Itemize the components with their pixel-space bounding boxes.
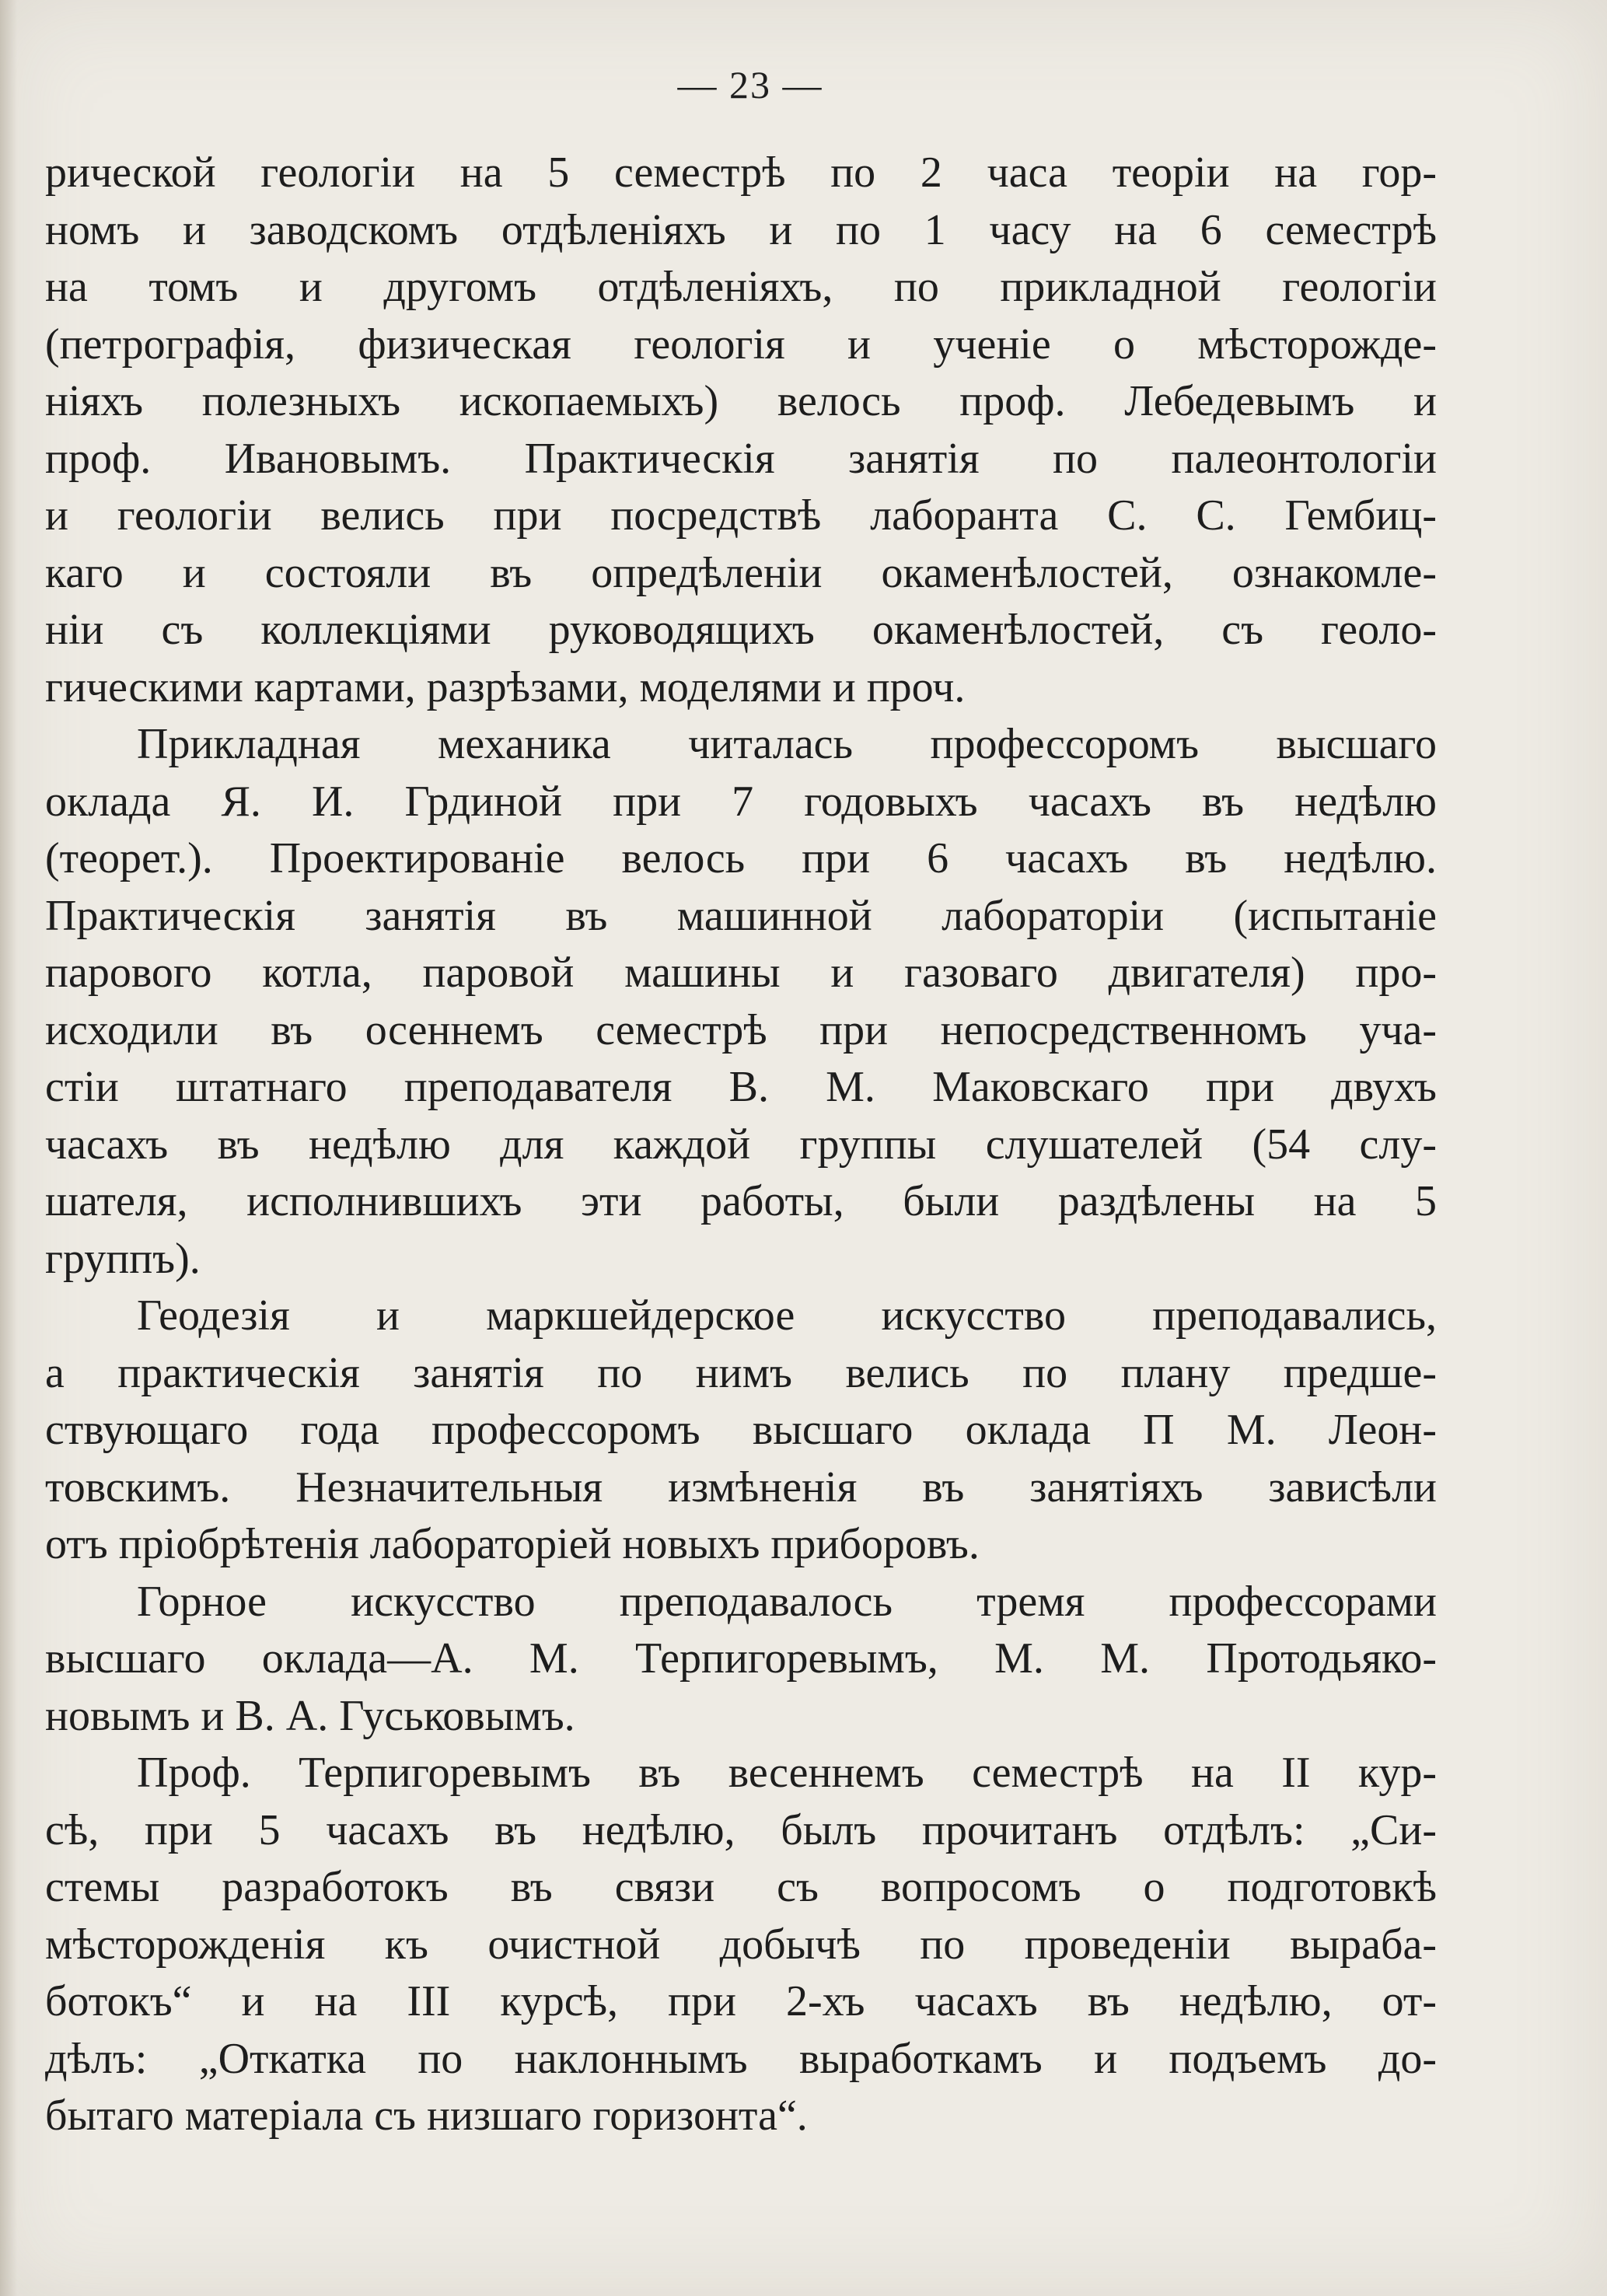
text-line: оклада Я. И. Грдиной при 7 годовыхъ часахъ въ недѣлю [45, 777, 1437, 826]
text-line: ніи съ коллекціями руководящихъ окаменѣлостей, съ геоло- [45, 606, 1437, 654]
text-line: часахъ въ недѣлю для каждой группы слушателей (54 слу- [45, 1120, 1437, 1169]
text-line: Геодезія и маркшейдерское искусство преподавались, [137, 1291, 1437, 1340]
text-line: стіи штатнаго преподавателя В. М. Маковскаго при двухъ [45, 1063, 1437, 1111]
text-line: группъ). [45, 1234, 201, 1283]
text-line: товскимъ. Незначительныя измѣненія въ занятіяхъ зависѣли [45, 1463, 1437, 1511]
text-line: гическими картами, разрѣзами, моделями и проч. [45, 662, 966, 711]
text-line: номъ и заводскомъ отдѣленіяхъ и по 1 часу на 6 семестрѣ [45, 205, 1437, 254]
text-line: бытаго матеріала съ низшаго горизонта“. [45, 2092, 808, 2140]
text-line: высшаго оклада—А. М. Терпигоревымъ, М. М. Протодьяко- [45, 1634, 1437, 1683]
text-line: на томъ и другомъ отдѣленіяхъ, по прикладной геологіи [45, 263, 1437, 311]
text-line: мѣсторожденія къ очистной добычѣ по проведеніи выраба- [45, 1920, 1437, 1969]
text-line: ніяхъ полезныхъ ископаемыхъ) велось проф. Лебедевымъ и [45, 377, 1437, 425]
text-line: исходили въ осеннемъ семестрѣ при непосредственномъ уча- [45, 1005, 1437, 1054]
text-line: Практическія занятія въ машинной лабораторіи (испытаніе [45, 891, 1437, 940]
page-number: — 23 — [677, 63, 823, 107]
text-line: (петрографія, физическая геологія и ученіе о мѣсторожде- [45, 320, 1437, 369]
text-line: Горное искусство преподавалось тремя профессорами [137, 1577, 1437, 1626]
paragraph-terpigorev [45, 1745, 1437, 2145]
text-line: новымъ и В. А. Гуськовымъ. [45, 1691, 575, 1740]
text-line: дѣлъ: „Откатка по наклоннымъ выработкамъ и подъемъ до- [45, 2034, 1437, 2083]
text-line: и геологіи велись при посредствѣ лаборанта С. С. Гембиц- [45, 491, 1437, 540]
text-line: ствующаго года профессоромъ высшаго оклада П М. Леон- [45, 1406, 1437, 1454]
text-line: Проф. Терпигоревымъ въ весеннемъ семестрѣ на II кур- [137, 1749, 1437, 1797]
text-line: каго и состояли въ опредѣленіи окаменѣлостей, ознакомле- [45, 548, 1437, 597]
text-line: отъ пріобрѣтенія лабораторіей новыхъ приборовъ. [45, 1520, 980, 1568]
text-line: сѣ, при 5 часахъ въ недѣлю, былъ прочитанъ отдѣлъ: „Си- [45, 1805, 1437, 1854]
paragraph-geodesy [45, 1288, 1437, 1574]
text-line: ботокъ“ и на III курсѣ, при 2-хъ часахъ въ недѣлю, от- [45, 1977, 1437, 2025]
paragraph-geology [45, 145, 1437, 716]
text-line: а практическія занятія по нимъ велись по плану предше- [45, 1348, 1437, 1397]
text-line: (теорет.). Проектированіе велось при 6 часахъ въ недѣлю. [45, 834, 1437, 882]
paragraph-mechanics [45, 716, 1437, 1288]
text-line: стемы разработокъ въ связи съ вопросомъ о подготовкѣ [45, 1863, 1437, 1911]
text-line: рической геологіи на 5 семестрѣ по 2 часа теоріи на гор- [45, 149, 1437, 197]
text-line: шателя, исполнившихъ эти работы, были раздѣлены на 5 [45, 1177, 1437, 1225]
page-edge-shadow [0, 0, 17, 2296]
text-line: парового котла, паровой машины и газоваго двигателя) про- [45, 949, 1437, 997]
text-line: проф. Ивановымъ. Практическія занятія по палеонтологіи [45, 434, 1437, 483]
body-text [45, 145, 1437, 2145]
text-line: Прикладная механика читалась профессоромъ высшаго [137, 720, 1437, 768]
paragraph-mining [45, 1574, 1437, 1746]
